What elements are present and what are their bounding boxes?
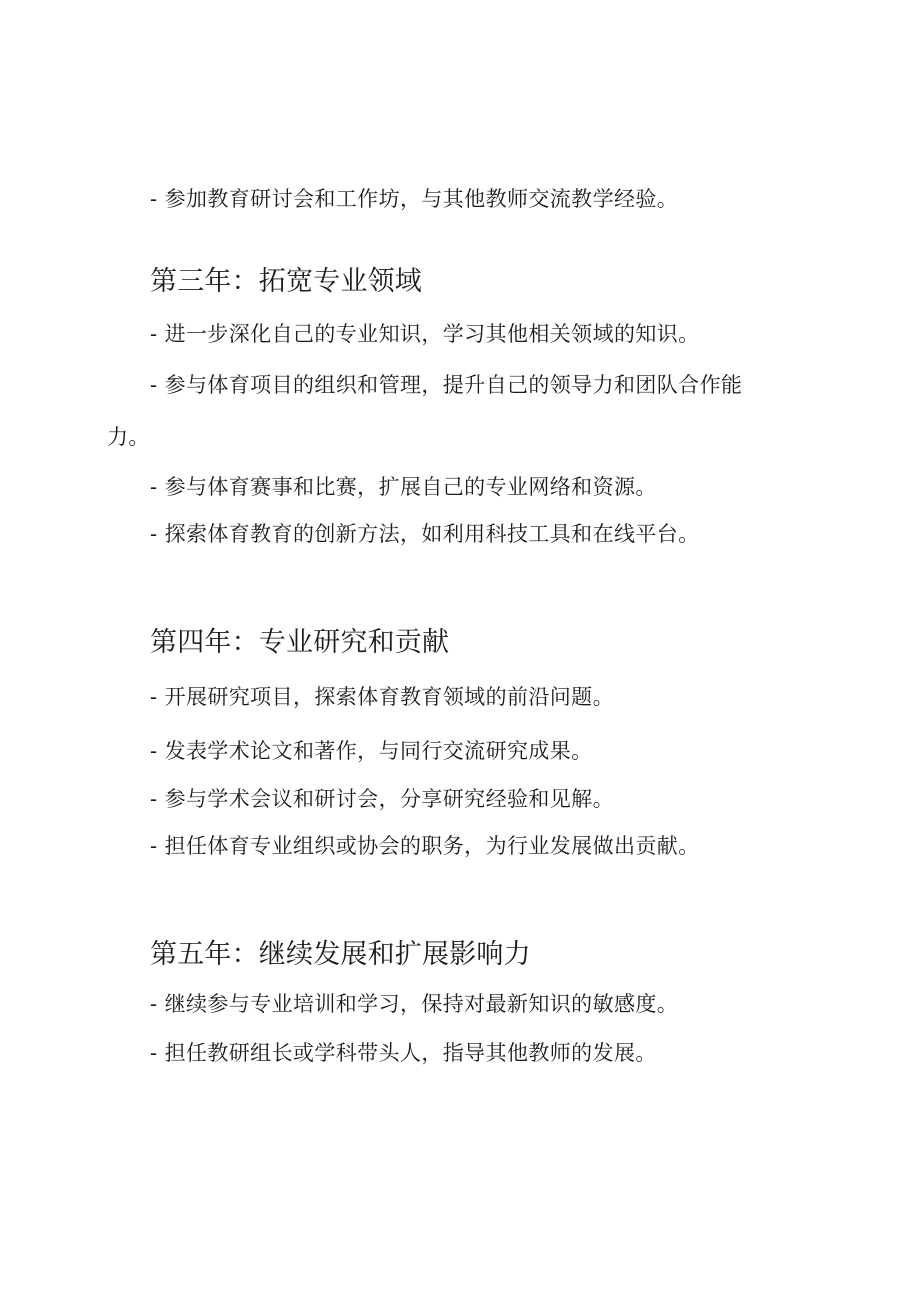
section-heading-year-4: 第四年：专业研究和贡献	[150, 627, 450, 658]
list-item: - 参加教育研讨会和工作坊，与其他教师交流教学经验。	[150, 187, 679, 211]
list-item: - 进一步深化自己的专业知识，学习其他相关领域的知识。	[150, 322, 700, 346]
list-item: - 参与体育赛事和比赛，扩展自己的专业网络和资源。	[150, 475, 657, 499]
list-item: - 发表学术论文和著作，与同行交流研究成果。	[150, 739, 593, 763]
list-item-continuation: 力。	[107, 425, 150, 449]
list-item: - 担任教研组长或学科带头人，指导其他教师的发展。	[150, 1041, 657, 1065]
list-item: - 探索体育教育的创新方法，如利用科技工具和在线平台。	[150, 522, 700, 546]
list-item: - 开展研究项目，探索体育教育领域的前沿问题。	[150, 685, 614, 709]
list-item: - 继续参与专业培训和学习，保持对最新知识的敏感度。	[150, 992, 679, 1016]
list-item: - 参与体育项目的组织和管理，提升自己的领导力和团队合作能	[150, 373, 743, 397]
section-heading-year-5: 第五年：继续发展和扩展影响力	[150, 939, 531, 970]
section-heading-year-3: 第三年：拓宽专业领域	[150, 266, 422, 297]
list-item: - 担任体育专业组织或协会的职务，为行业发展做出贡献。	[150, 834, 700, 858]
list-item: - 参与学术会议和研讨会，分享研究经验和见解。	[150, 787, 614, 811]
